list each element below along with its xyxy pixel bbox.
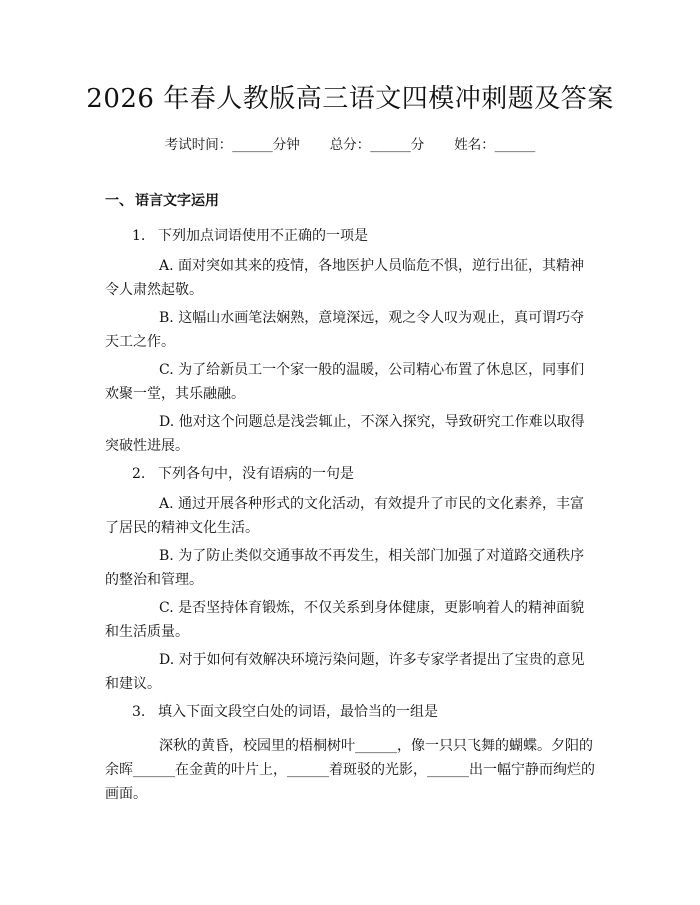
- section-number: 一、: [105, 193, 133, 209]
- question-2-option-b: B. 为了防止类似交通事故不再发生，相关部门加强了对道路交通秩序的整治和管理。: [105, 548, 585, 588]
- question-1-option-b: B. 这幅山水画笔法娴熟，意境深远，观之令人叹为观止，真可谓巧夺天工之作。: [105, 310, 585, 350]
- question-number: 1.: [132, 228, 146, 244]
- exam-info-line: [0, 133, 700, 153]
- question-1-stem: [132, 225, 368, 245]
- question-2-option-c: C. 是否坚持体育锻炼，不仅关系到身体健康，更影响着人的精神面貌和生活质量。: [105, 600, 585, 640]
- section-heading: [105, 190, 219, 210]
- exam-time-field: 考试时间：______分钟: [164, 137, 300, 153]
- question-text: 下列加点词语使用不正确的一项是: [158, 228, 368, 244]
- question-3-passage: 深秋的黄昏，校园里的梧桐树叶______，像一只只飞舞的蝴蝶。夕阳的余晖______在金黄的叶片上，______着斑驳的光影，______出一幅宁静而绚烂的画面。: [105, 738, 595, 802]
- question-text: 下列各句中，没有语病的一句是: [158, 466, 354, 482]
- page-title: 2026 年春人教版高三语文四模冲刺题及答案: [86, 84, 614, 114]
- question-1-option-d: D. 他对这个问题总是浅尝辄止，不深入探究，导致研究工作难以取得突破性进展。: [105, 414, 585, 454]
- question-1-option-c: C. 为了给新员工一个家一般的温暖，公司精心布置了休息区，同事们欢聚一堂，其乐融融。: [105, 362, 585, 402]
- question-2-option-a: A. 通过开展各种形式的文化活动，有效提升了市民的文化素养，丰富了居民的精神文化生活。: [105, 496, 585, 536]
- question-number: 3.: [132, 704, 146, 720]
- student-name-field: 姓名：______: [454, 137, 536, 153]
- question-1-option-a: A. 面对突如其来的疫情，各地医护人员临危不惧，逆行出征，其精神令人肃然起敬。: [105, 258, 585, 298]
- question-text: 填入下面文段空白处的词语，最恰当的一组是: [158, 704, 438, 720]
- total-score-field: 总分：______分: [329, 137, 425, 153]
- question-2-stem: [132, 463, 354, 483]
- question-number: 2.: [132, 466, 146, 482]
- question-2-option-d: D. 对于如何有效解决环境污染问题，许多专家学者提出了宝贵的意见和建议。: [105, 652, 585, 692]
- section-title: 语言文字运用: [135, 193, 219, 209]
- question-3-stem: [132, 701, 438, 721]
